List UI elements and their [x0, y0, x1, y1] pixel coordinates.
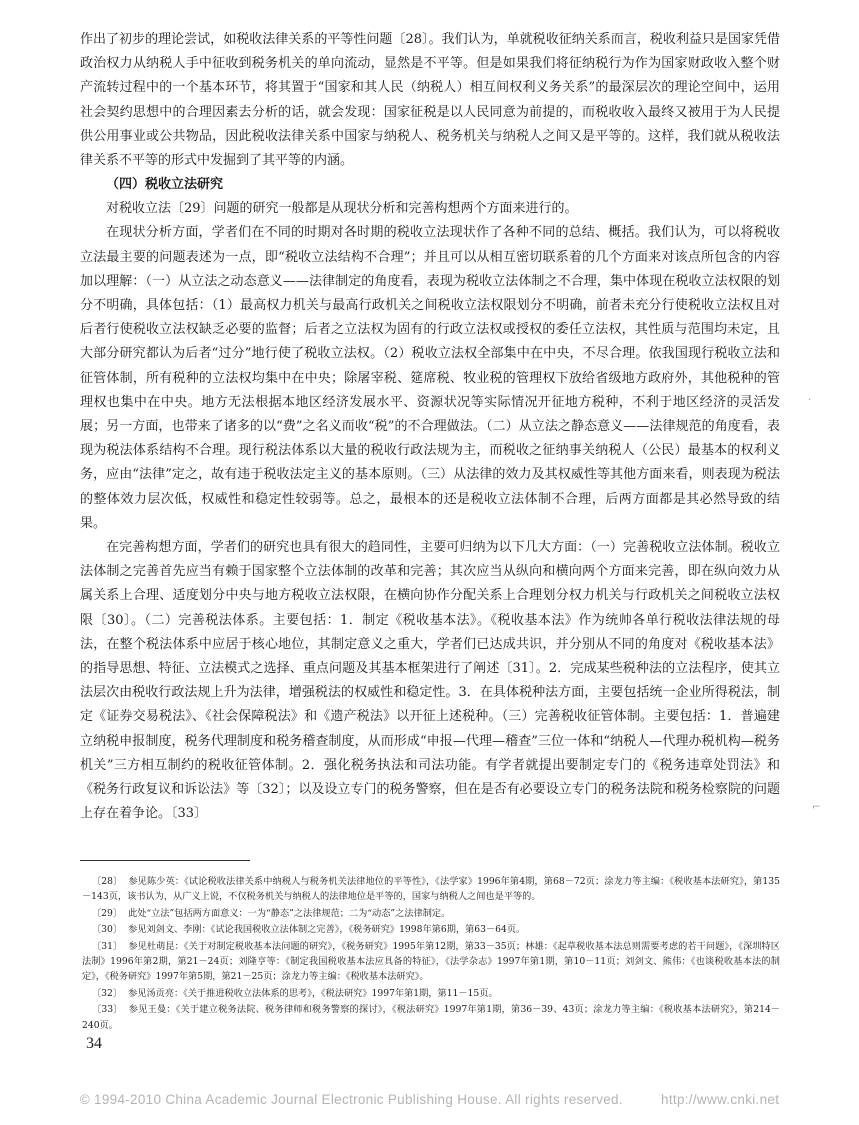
- footnote-31: [80, 939, 780, 985]
- footnote-number: 〔30〕: [92, 924, 123, 936]
- footnote-text: 参见王曼：《关于建立税务法院、税务律师和税务警察的探讨》，《税法研究》1997年第1期，第36－39、43页；涂龙力等主编：《税收基本法研究》，第214－240页。: [82, 1004, 780, 1031]
- footnote-number: 〔31〕: [92, 940, 123, 952]
- footnote-text: 参见刘剑文、李刚：《试论我国税收立法体制之完善》，《税务研究》1998年第6期，第63－64页。: [128, 924, 526, 936]
- footnote-text: 此处“立法”包括两方面意义：一为“静态”之法律规范；二为“动态”之法律制定。: [128, 907, 451, 919]
- footnote-number: 〔32〕: [92, 987, 123, 999]
- footnote-30: [80, 922, 780, 937]
- footnotes: [80, 874, 780, 1034]
- footnote-28: [80, 874, 780, 905]
- footnote-text: 参见陈少英：《试论税收法律关系中纳税人与税务机关法律地位的平等性》，《法学家》1996年第4期，第68－72页；涂龙力等主编：《税收基本法研究》，第135－143页，该书认为，从广义上说，不仅税务机关与纳税人的法律地位是平等的，国家与纳税人之间也是平等的。: [82, 876, 780, 903]
- paragraph-2: 对税收立法〔29〕问题的研究一般都是从现状分析和完善构想两个方面来进行的。: [106, 201, 578, 217]
- publisher-footer: [0, 1092, 859, 1107]
- footnote-number: 〔28〕: [92, 876, 123, 887]
- footnote-29: [80, 906, 780, 921]
- paragraph-4: 在完善构想方面，学者们的研究也具有很大的趋同性，主要可归纳为以下几大方面：（一）完善税收立法体制。税收立法体制之完善首先应当有赖于国家整个立法体制的改革和完善；其次应当从纵向和横向两个方面来完善，即在纵向效力从属关系上合理、适度划分中央与地方税收立法权限，在横向协作分配关系上合理划分权力机关与行政机关之间税收立法权限〔30〕。（二）完善税法体系。主要包括：1．制定《税收基本法》。《税收基本法》作为统帅各单行税收法律法规的母法，在整个税法体系中应居于核心地位，其制定意义之重大，学者们已达成共识，并分别从不同的角度对《税收基本法》的指导思想、特征、立法模式之选择、重点问题及其基本框架进行了阐述〔31〕。2．完成某些税种法的立法程序，使其立法层次由税收行政法规上升为法律，增强税法的权威性和稳定性。3．在具体税种法方面，主要包括统一企业所得税法，制定《证券交易税法》、《社会保障税法》和《遗产税法》以开征上述税种。（三）完善税收征管体制。主要包括：1．普遍建立纳税申报制度，税务代理制度和税务稽查制度，从而形成“申报—代理—稽查”三位一体和“纳税人—代理办税机构—税务机关”三方相互制约的税收征管体制。2．强化税务执法和司法功能。有学者就提出要制定专门的《税务违章处罚法》和《税务行政复议和诉讼法》等〔32〕；以及设立专门的税务警察，但在是否有必要设立专门的税务法院和税务检察院的问题上存在着争论。〔33〕: [80, 540, 780, 822]
- footnote-33: [80, 1002, 780, 1033]
- publisher-url[interactable]: http://www.cnki.net: [661, 1092, 780, 1107]
- scan-speck: ⌐: [812, 802, 821, 813]
- section-heading: （四）税收立法研究: [106, 177, 224, 193]
- footnote-number: 〔33〕: [92, 1004, 123, 1016]
- footnote-32: [80, 986, 780, 1001]
- copyright-notice: © 1994-2010 China Academic Journal Electronic Publishing House. All rights reserved.: [79, 1092, 623, 1107]
- scan-speck: ·: [808, 395, 812, 406]
- footnote-number: 〔29〕: [92, 907, 123, 919]
- footnote-divider: [80, 860, 250, 861]
- page-number: 34: [86, 1035, 102, 1052]
- footnote-text: 参见汤贡亮：《关于推进税收立法体系的思考》，《税法研究》1997年第1期，第11－15页。: [128, 987, 498, 999]
- paragraph-1: 作出了初步的理论尝试，如税收法律关系的平等性问题〔28〕。我们认为，单就税收征纳关系而言，税收利益只是国家凭借政治权力从纳税人手中征收到税务机关的单向流动，显然是不平等。但是如果我们将征纳税行为作为国家财政收入整个财产流转过程中的一个基本环节，将其置于“国家和其人民（纳税人）相互间权利义务关系”的最深层次的理论空间中，运用社会契约思想中的合理因素去分析的话，就会发现：国家征税是以人民同意为前提的，而税收收入最终又被用于为人民提供公用事业或公共物品，因此税收法律关系中国家与纳税人、税务机关与纳税人之间又是平等的。这样，我们就从税收法律关系不平等的形式中发掘到了其平等的内涵。: [80, 32, 780, 169]
- paragraph-3: 在现状分析方面，学者们在不同的时期对各时期的税收立法现状作了各种不同的总结、概括。我们认为，可以将税收立法最主要的问题表述为一点，即“税收立法结构不合理”；并且可以从相互密切联系着的几个方面来对该点所包含的内容加以理解：（一）从立法之动态意义——法律制定的角度看，表现为税收立法体制之不合理，集中体现在税收立法权限的划分不明确，具体包括：（1）最高权力机关与最高行政机关之间税收立法权限划分不明确，前者未充分行使税收立法权且对后者行使税收立法权缺乏必要的监督；后者之立法权为固有的行政立法权或授权的委任立法权，其性质与范围均未定，且大部分研究都认为后者“过分”地行使了税收立法权。（2）税收立法权全部集中在中央，不尽合理。依我国现行税收立法和征管体制，所有税种的立法权均集中在中央；除屠宰税、筵席税、牧业税的管理权下放给省级地方政府外，其他税种的管理权也集中在中央。地方无法根据本地区经济发展水平、资源状况等实际情况开征地方税种，不利于地区经济的灵活发展；另一方面，也带来了诸多的以“费”之名义而收“税”的不合理做法。（二）从立法之静态意义——法律规范的角度看，表现为税法体系结构不合理。现行税法体系以大量的税收行政法规为主，而税收之征纳事关纳税人（公民）最基本的权利义务，应由“法律”定之，故有违于税收法定主义的基本原则。（三）从法律的效力及其权威性等其他方面来看，则表现为税法的整体效力层次低，权威性和稳定性较弱等。总之，最根本的还是税收立法体制不合理，后两方面都是其必然导致的结果。: [80, 225, 780, 531]
- footnote-text: 参见杜萌昆：《关于对制定税收基本法问题的研究》，《税务研究》1995年第12期，第33－35页；林雄：《起草税收基本法总则需要考虑的若干问题》，《深圳特区法制》1996年第2期，第21－24页；刘隆亨等：《制定我国税收基本法应具备的特征》，《法学杂志》1997年第1期，第10－11页；刘剑文、熊伟：《也谈税收基本法的制定》，《税务研究》1997年第5期，第21－25页；涂龙力等主编：《税收基本法研究》。: [82, 940, 780, 983]
- article-body: [80, 28, 780, 827]
